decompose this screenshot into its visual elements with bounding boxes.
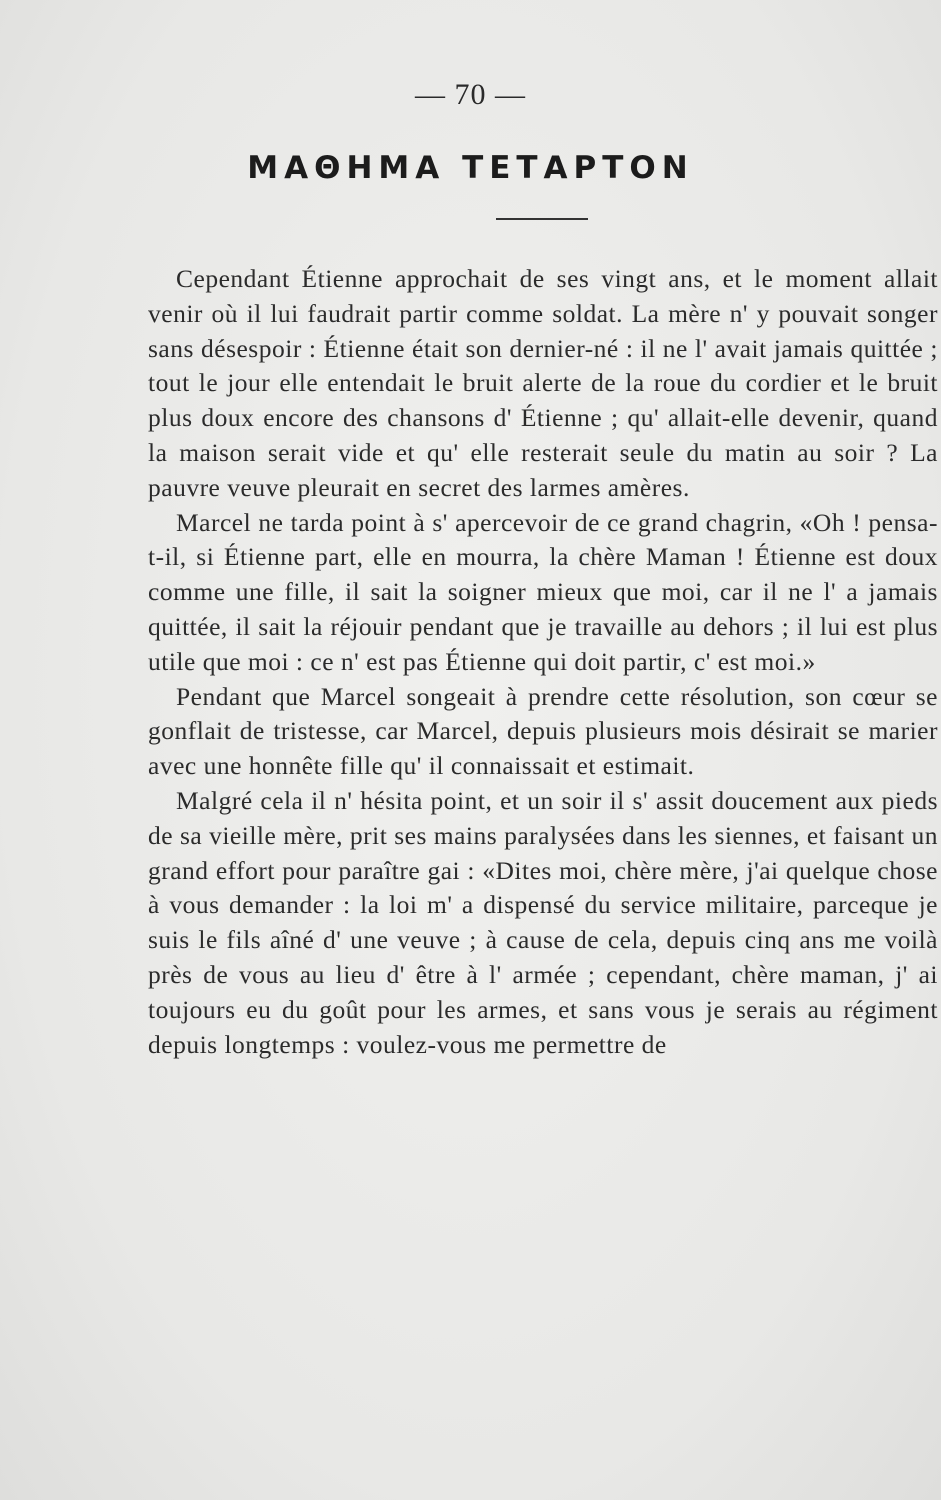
paragraph: Cependant Étienne approchait de ses vingt ans, et le moment allait venir où il lui faudrait partir comme soldat. La mère n' y pouvait songer sans désespoir : Étienne était son dernier-né : il ne l' avait jamais quittée ; tout le jour elle entendait le bruit alerte de la roue du cordier et le bruit plus doux encore des chansons d' Étienne ; qu' allait-elle devenir, quand la maison serait vide et qu' elle resterait seule du matin au soir ? La pauvre veuve pleurait en secret des larmes amères. — [148, 264, 938, 502]
page-number: — 70 — — [415, 78, 526, 111]
title-divider — [496, 218, 588, 220]
paragraph: Marcel ne tarda point à s' apercevoir de ce grand chagrin, «Oh ! pensa-t-il, si Étienne part, elle en mourra, la chère Maman ! Étienne est doux comme une fille, il sait la soigner mieux que moi, car il ne l' a jamais quittée, il sait la réjouir pendant que je travaille au dehors ; il lui est plus utile que moi : ce n' est pas Étienne qui doit partir, c' est moi.» — [148, 507, 938, 676]
paragraph: Malgré cela il n' hésita point, et un soir il s' assit doucement aux pieds de sa vieille mère, prit ses mains paralysées dans les siennes, et faisant un grand effort pour paraître gai : «Dites moi, chère mère, j'ai quelque chose à vous demander : la loi m' a dispensé du service militaire, parceque je suis le fils aîné d' une veuve ; à cause de cela, depuis cinq ans me voilà près de vous au lieu d' être à l' armée ; cependant, chère maman, j' ai toujours eu du goût pour les armes, et sans vous je serais au régiment depuis longtemps : voulez-vous me permettre de — [148, 785, 938, 1059]
body-text — [148, 262, 938, 1062]
paragraph: Pendant que Marcel songeait à prendre cette résolution, son cœur se gonflait de tristesse, car Marcel, depuis plusieurs mois désirait se marier avec une honnête fille qu' il connaissait et estimait. — [148, 681, 938, 781]
chapter-title: ΜΑΘΗΜΑ ΤΕΤΑΡΤΟΝ — [247, 150, 694, 186]
